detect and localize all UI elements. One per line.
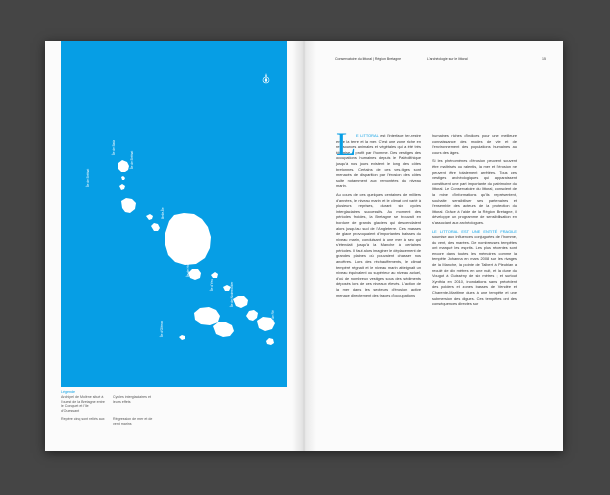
- text-column-2: [432, 133, 517, 310]
- lead-rest: est l'interface ter-restre entre la terre et la mer. C'est une zone riche en res-sources animales et végétales qui a été très tôt mise à profit par l'homme. Des vestiges des occupations humaines depuis le Paléolithique jusqu'à nos jours existent le long des côtes bretonnes. Certains de ces ves-tiges sont menacés de disparition par l'érosion des côtes suite notamment aux remontées du niveau marin.: [336, 133, 421, 189]
- map-label: Belle-Île: [161, 207, 165, 219]
- island-14: [246, 310, 258, 321]
- caption: Repère cinq sont reliés aux: [61, 417, 105, 421]
- body-paragraph: Si les phénomènes d'érosion peuvent souvent être maîtrisés ou ralentis, la mer et l'érosion ne peuvent être totalement arrêtées. Tous ces vestiges archéologiques qui apparaissent constituent une part importante du patrimoine du littoral. Le Conservatoire du littoral, conscient de la mine d'informations qu'ils représentent, souhaite sensibiliser ses partenaires et l'ensemble des acteurs de la protection du littoral. Grâce à l'aide de la Région Bretagne, il développe un programme de sensibilisation en s'associant aux archéologues.: [432, 158, 517, 225]
- caption: Cycles interglaciaires et leurs effets: [113, 395, 151, 404]
- left-page: [45, 41, 304, 451]
- island-2: [121, 176, 125, 180]
- island-11: [233, 296, 248, 308]
- island-16: [266, 338, 274, 345]
- caption: Archipel de Molène situé à l'ouest de la Bretagne entre le Conquet et l'île d'Ouessant: [61, 395, 105, 414]
- island-1: [118, 160, 129, 172]
- section-paragraph: [432, 229, 517, 307]
- lead-run: E LITTORAL: [356, 133, 379, 138]
- island-map: [61, 41, 287, 387]
- caption-title: Légende: [61, 390, 75, 394]
- right-page: [304, 41, 563, 451]
- map-label: Île de Batz: [112, 139, 116, 155]
- body-paragraph: humaines riches d'indices pour une meilleure connaissance des modes de vie et de l'environnement des populations humaines au cours des âges.: [432, 133, 517, 155]
- compass-rose-icon: [262, 73, 270, 85]
- map-islands: [61, 41, 287, 387]
- map-label: Île de Hoëdic: [186, 258, 190, 277]
- island-9: [211, 272, 218, 278]
- caption: Régression de mer et de vent marins: [113, 417, 153, 426]
- map-label: Île de Bréhat: [86, 168, 90, 187]
- island-13: [213, 322, 234, 337]
- island-12: [194, 307, 220, 325]
- map-label: Île d'Oléron: [160, 320, 164, 337]
- map-label: Île d'Yeu: [210, 278, 214, 291]
- page-number: 15: [542, 57, 546, 61]
- island-6: [151, 223, 160, 231]
- running-header-left: Conservatoire du littoral | Région Bretagne: [335, 57, 402, 61]
- body-paragraph: Au cours de ces quelques centaines de milliers d'années, le niveau marin et le climat ont varié à plusieurs reprises, durant six cycles interglaciaires successifs. Au moment des périodes froides, la Bretagne se trouvait en bordure de grands glaciers qui descendaient alors jusqu'au sud de l'Angleterre. Ces masses de glace provoquaient d'importantes baisses du niveau marin, conduisant à une mer à sec qui s'étendait jusqu'à la Manche à certaines périodes. Il faut alors imaginer le déplacement de grandes plaines où pouvaient chasser nos ancêtres. Lors des réchauffements, le climat tempéré régnait et le niveau marin atteignait un niveau équivalent ou supérieur au niveau actuel, d'où de nombreux vestiges sous des sédiments déposés lors de ces niveaux élevés. L'action de la mer dans les secteurs d'érosion active menace directement des traces d'occupations: [336, 191, 421, 298]
- island-5: [146, 214, 153, 220]
- running-header-center: L'archéologie sur le littoral: [427, 57, 468, 61]
- section-body: soumise aux influences conjuguées de l'homme, du vent, des marées. De nombreuses tempêtes ont marqué les esprits. Les plus récentes sont encore dans toutes les mémoires comme la tempête Johanna en mars 2008 sur les rivages de la Manche, la pointe de Talbert à Pleubian a reculé de dix mètres en une nuit, et la dune du Vougot à Guissény de six mètres ; et surtout Xynthia en 2010, inondations sans précédent des polders et zones basses de Vendée et Charente-Maritime dues à une tempête et une submersion des digues. Ces tempêtes ont des conséquences directes sur: [432, 234, 517, 307]
- section-heading: LE LITTORAL EST UNE ENTITÉ FRAGILE: [432, 228, 517, 234]
- island-17: [179, 335, 185, 340]
- island-3: [119, 184, 125, 190]
- drop-cap: L: [336, 127, 357, 163]
- map-label: Île d'Houat: [175, 235, 179, 251]
- map-label: Île de Bréhat: [130, 150, 134, 169]
- island-4: [121, 198, 136, 213]
- map-label: Île de Noirmoutier: [230, 281, 234, 307]
- text-column-1: [336, 127, 421, 301]
- map-label: Île de Ré: [271, 310, 275, 323]
- magazine-spread: [45, 41, 563, 451]
